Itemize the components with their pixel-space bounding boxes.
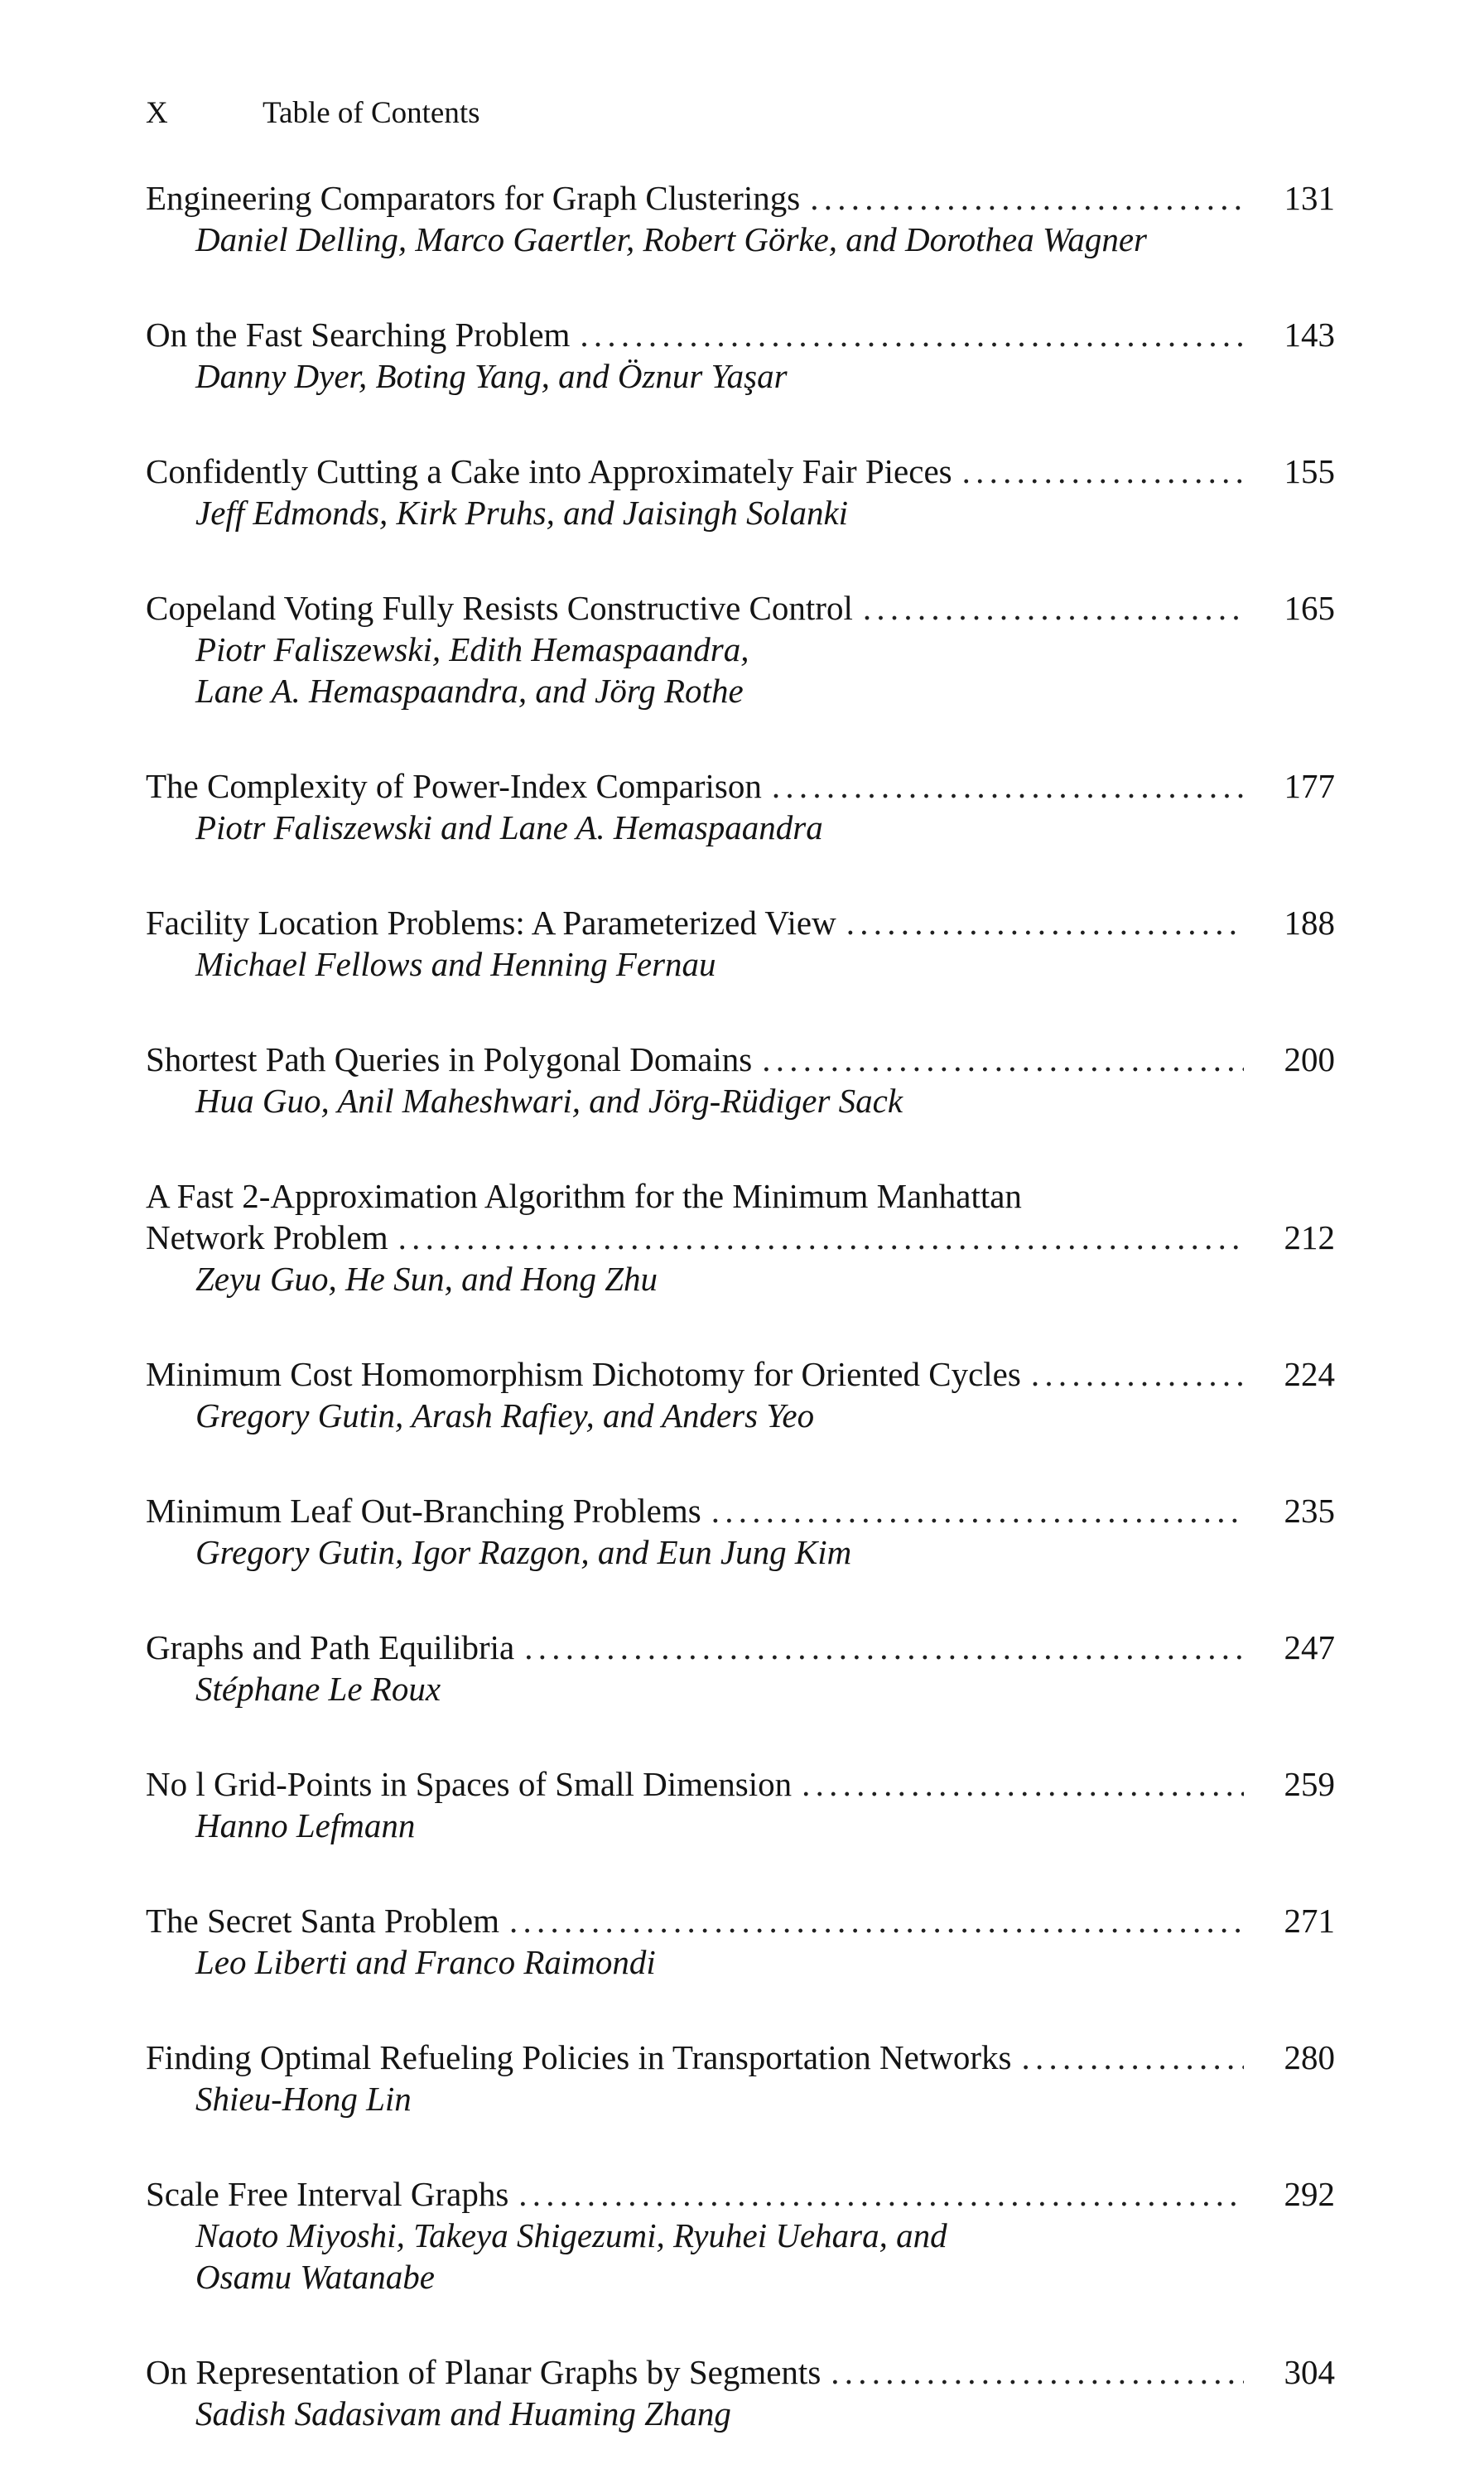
dot-leader [388,1217,1244,1258]
entry-page-number: 165 [1284,589,1335,627]
toc-entry [146,451,1335,533]
entry-title-row [146,765,1335,807]
entry-page-number: 235 [1284,1492,1335,1530]
toc-entry [146,1900,1335,1983]
toc-entry [146,314,1335,397]
toc-entry [146,902,1335,985]
toc-entry [146,587,1335,711]
toc-list [146,177,1335,2488]
toc-entry [146,2351,1335,2434]
toc-entry [146,1627,1335,1709]
entry-title: Copeland Voting Fully Resists Constructive Control [146,589,853,627]
entry-title: The Secret Santa Problem [146,1902,499,1940]
entry-title-row [146,314,1335,355]
entry-authors: Michael Fellows and Henning Fernau [195,945,716,983]
entry-title-row [146,587,1335,629]
entry-authors: Lane A. Hemaspaandra, and Jörg Rothe [195,672,744,710]
entry-title-row [146,1490,1335,1531]
entry-page-number: 200 [1284,1040,1335,1078]
entry-page-number: 131 [1284,179,1335,217]
dot-leader [1011,2037,1244,2078]
entry-authors: Sadish Sadasivam and Huaming Zhang [195,2394,731,2433]
entry-authors: Piotr Faliszewski, Edith Hemaspaandra, [195,630,749,668]
entry-authors: Shieu-Hong Lin [195,2080,412,2118]
entry-title: Engineering Comparators for Graph Clusterings [146,179,801,217]
entry-page-number: 247 [1284,1628,1335,1666]
toc-entry [146,1039,1335,1121]
entry-title: Shortest Path Queries in Polygonal Domains [146,1040,753,1078]
entry-page-number: 188 [1284,904,1335,942]
dot-leader [508,2173,1244,2215]
entry-title-row [146,1900,1335,1941]
entry-page-number: 271 [1284,1902,1335,1940]
entry-title-row [146,1039,1335,1080]
entry-title: On the Fast Searching Problem [146,316,571,354]
entry-authors: Zeyu Guo, He Sun, and Hong Zhu [195,1260,658,1298]
entry-authors: Hua Guo, Anil Maheshwari, and Jörg-Rüdiger Sack [195,1082,903,1120]
entry-title: The Complexity of Power-Index Comparison [146,767,762,805]
entry-page-number: 259 [1284,1765,1335,1803]
entry-title: Graphs and Path Equilibria [146,1628,515,1666]
dot-leader [800,177,1244,219]
entry-authors: Daniel Delling, Marco Gaertler, Robert Görke, and Dorothea Wagner [195,220,1147,258]
entry-authors: Naoto Miyoshi, Takeya Shigezumi, Ryuhei Uehara, and [195,2216,947,2254]
dot-leader [752,1039,1244,1080]
entry-title-row [146,1353,1335,1395]
toc-entry [146,765,1335,848]
dot-leader [1021,1353,1244,1395]
dot-leader [701,1490,1244,1531]
running-head [146,93,480,134]
toc-entry [146,1175,1335,1299]
entry-page-number: 212 [1284,1218,1335,1256]
entry-title: Facility Location Problems: A Parameterized View [146,904,836,942]
dot-leader [514,1627,1244,1668]
toc-entry [146,1490,1335,1573]
dot-leader [762,765,1244,807]
entry-authors: Leo Liberti and Franco Raimondi [195,1943,656,1981]
dot-leader [499,1900,1244,1941]
entry-authors: Danny Dyer, Boting Yang, and Öznur Yaşar [195,357,788,395]
entry-title: Network Problem [146,1218,388,1256]
entry-title-row [146,2037,1335,2078]
entry-page-number: 280 [1284,2038,1335,2076]
entry-page-number: 292 [1284,2175,1335,2213]
entry-title-row [146,177,1335,219]
dot-leader [836,902,1244,943]
entry-authors: Piotr Faliszewski and Lane A. Hemaspaandra [195,808,823,846]
entry-title-row [146,451,1335,492]
toc-entry [146,2173,1335,2298]
entry-title-row [146,1763,1335,1805]
entry-page-number: 304 [1284,2353,1335,2391]
entry-title: Finding Optimal Refueling Policies in Transportation Networks [146,2038,1012,2076]
entry-authors: Stéphane Le Roux [195,1670,441,1708]
dot-leader [792,1763,1244,1805]
dot-leader [570,314,1244,355]
entry-page-number: 143 [1284,316,1335,354]
toc-entry [146,1353,1335,1436]
entry-page-number: 177 [1284,767,1335,805]
entry-title-row [146,1627,1335,1668]
dot-leader [853,587,1244,629]
entry-title: Confidently Cutting a Cake into Approximately Fair Pieces [146,452,952,490]
entry-title-row [146,2351,1335,2393]
entry-title-row [146,1217,1335,1258]
entry-title: No l Grid-Points in Spaces of Small Dimension [146,1765,793,1803]
entry-title-line [146,1175,1335,1217]
dot-leader [821,2351,1244,2393]
entry-title: A Fast 2-Approximation Algorithm for the Minimum Manhattan [146,1177,1022,1215]
dot-leader [952,451,1244,492]
running-head-title: Table of Contents [263,96,480,130]
entry-authors: Jeff Edmonds, Kirk Pruhs, and Jaisingh Solanki [195,494,849,532]
page-folio: X [146,96,168,130]
entry-authors: Gregory Gutin, Arash Rafiey, and Anders Yeo [195,1396,815,1434]
entry-authors: Gregory Gutin, Igor Razgon, and Eun Jung Kim [195,1533,852,1571]
entry-title: Minimum Cost Homomorphism Dichotomy for Oriented Cycles [146,1355,1021,1393]
entry-page-number: 155 [1284,452,1335,490]
entry-authors: Osamu Watanabe [195,2258,435,2296]
entry-title: Scale Free Interval Graphs [146,2175,509,2213]
entry-title: On Representation of Planar Graphs by Segments [146,2353,822,2391]
toc-entry [146,2037,1335,2119]
entry-authors: Hanno Lefmann [195,1806,416,1844]
entry-title: Minimum Leaf Out-Branching Problems [146,1492,701,1530]
toc-entry [146,1763,1335,1846]
entry-title-row [146,902,1335,943]
toc-entry [146,177,1335,260]
entry-title-row [146,2173,1335,2215]
entry-page-number: 224 [1284,1355,1335,1393]
